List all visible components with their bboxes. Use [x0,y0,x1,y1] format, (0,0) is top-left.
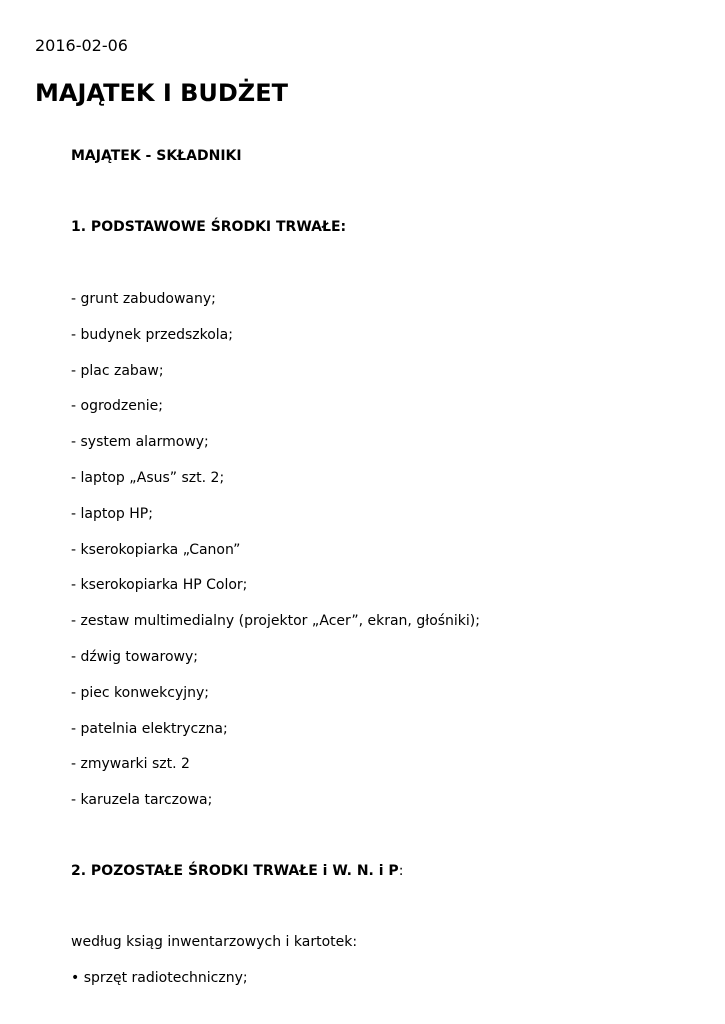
list-item: - zmywarki szt. 2 [71,756,190,773]
list-item: - ogrodzenie; [71,398,163,415]
list-item: - laptop HP; [71,505,153,522]
list-item: - dźwig towarowy; [71,648,198,665]
fixed-assets-list [71,290,480,827]
section2-intro: według ksiąg inwentarzowych i kartotek: [71,934,358,950]
list-item: - karuzela tarczowa; [71,792,213,809]
section-heading: MAJĄTEK - SKŁADNIKI [71,148,242,164]
list-item: - system alarmowy; [71,434,209,451]
section1-heading: 1. PODSTAWOWE ŚRODKI TRWAŁE: [71,219,347,235]
list-item: - kserokopiarka „Canon” [71,541,241,558]
list-item: - plac zabaw; [71,362,164,379]
section2-heading-text: 2. POZOSTAŁE ŚRODKI TRWAŁE i W. N. i P [71,863,399,879]
section2-heading [71,862,403,880]
page-title: MAJĄTEK I BUDŻET [35,79,288,107]
list-item: - zestaw multimedialny (projektor „Acer”, ekran, głośniki); [71,613,480,630]
list-item: - kserokopiarka HP Color; [71,577,248,594]
list-item: - laptop „Asus” szt. 2; [71,469,225,486]
list-item: - budynek przedszkola; [71,326,233,343]
list-item: - patelnia elektryczna; [71,720,228,737]
document-date: 2016-02-06 [35,36,128,55]
list-item: - piec konwekcyjny; [71,684,210,701]
list-item: - grunt zabudowany; [71,291,216,307]
section2-heading-suffix: : [398,863,404,879]
list-item: • sprzęt radiotechniczny; [71,970,248,986]
